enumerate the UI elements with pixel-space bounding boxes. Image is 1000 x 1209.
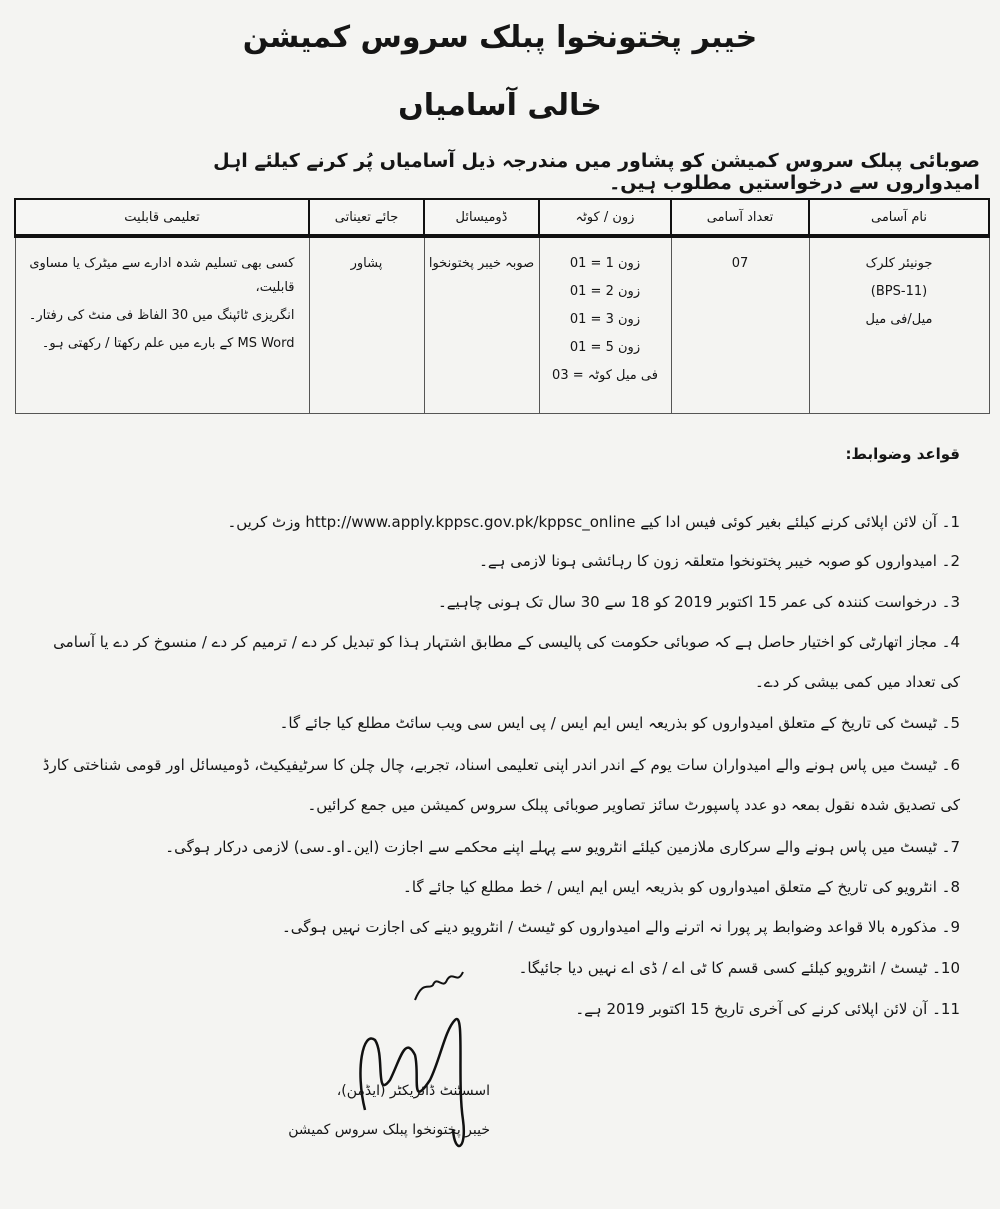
rule-item: 11۔ آن لائن اپلائی کرنے کی آخری تاریخ 15 اکتوبر 2019 ہے۔ [575, 1000, 960, 1018]
post-count: 07 [731, 256, 749, 271]
header-post-count: تعداد آسامی [671, 199, 809, 236]
header-domicile: ڈومیسائل [424, 199, 539, 236]
post-gender: میل/فی میل [865, 312, 933, 327]
rule-item: 2۔ امیدواروں کو صوبہ خیبر پختونخوا متعلقہ زون کا رہائشی ہونا لازمی ہے۔ [479, 552, 960, 570]
zone-quota: فی میل کوٹہ = 03 [552, 368, 658, 383]
rule-item: 1۔ آن لائن اپلائی کرنے کیلئے بغیر کوئی فیس ادا کیے http://www.apply.kppsc.gov.pk/kppsc_online وزٹ کریں۔ [227, 513, 960, 531]
header-zone-quota: زون / کوٹہ [539, 199, 671, 236]
zone-quota: زون 5 = 01 [569, 340, 641, 355]
qualification-line: MS Word کے بارے میں علم رکھتا / رکھتی ہو۔ [41, 336, 295, 351]
signatory-organization: خیبر پختونخوا پبلک سروس کمیشن [288, 1122, 490, 1138]
intro-text: صوبائی پبلک سروس کمیشن کو پشاور میں مندرجہ ذیل آسامیاں پُر کرنے کیلئے اہل امیدواروں سے درخواستیں مطلوب ہیں۔ [213, 150, 980, 194]
zone-quota: زون 1 = 01 [569, 256, 641, 271]
table-header-row [15, 199, 989, 236]
cell-count [671, 236, 809, 414]
header-qualification: تعلیمی قابلیت [15, 199, 309, 236]
cell-qualification [15, 236, 309, 414]
document-title: خیبر پختونخوا پبلک سروس کمیشن [242, 20, 758, 55]
cell-post [809, 236, 989, 414]
rule-item: 3۔ درخواست کنندہ کی عمر 15 اکتوبر 2019 کو 18 سے 30 سال تک ہونی چاہیے۔ [437, 593, 960, 611]
cell-zones [539, 236, 671, 414]
rule-item: 4۔ مجاز اتھارٹی کو اختیار حاصل ہے کہ صوبائی حکومت کی پالیسی کے مطابق اشتہار ہذا کو تبدیل کر دے / ترمیم کر دے / منسوخ کر دے یا آسامی کی تعداد میں کمی بیشی کر دے۔ [53, 633, 960, 691]
vacancy-table [14, 198, 990, 414]
header-post-name: نام آسامی [809, 199, 989, 236]
signatory-designation: اسسٹنٹ ڈائریکٹر (ایڈمن)، [336, 1083, 490, 1099]
qualification-line: کسی بھی تسلیم شدہ ادارے سے میٹرک یا مساوی قابلیت، [29, 256, 295, 295]
header-posting: جائے تعیناتی [309, 199, 424, 236]
cell-posting [309, 236, 424, 414]
domicile: صوبہ خیبر پختونخوا [428, 256, 535, 271]
document-subtitle: خالی آسامیاں [398, 88, 602, 123]
posting-place: پشاور [350, 256, 383, 271]
rule-item: 8۔ انٹرویو کی تاریخ کے متعلق امیدواروں کو بذریعہ ایس ایم ایس / خط مطلع کیا جائے گا۔ [403, 878, 960, 896]
zone-quota: زون 2 = 01 [569, 284, 641, 299]
rule-item: 6۔ ٹیسٹ میں پاس ہونے والے امیدواران سات یوم کے اندر اندر اپنی تعلیمی اسناد، تجربے، چال چلن کا سرٹیفیکیٹ، ڈومیسائل اور قومی شناختی کارڈ کی تصدیق شدہ نقول بمعہ دو عدد پاسپورٹ سائز تصاویر صوبائی پبلک سروس کمیشن میں جمع کرائیں۔ [42, 756, 960, 814]
rule-item: 10۔ ٹیسٹ / انٹرویو کیلئے کسی قسم کا ٹی اے / ڈی اے نہیں دیا جائیگا۔ [518, 959, 960, 977]
post-title: جونیئر کلرک [865, 256, 933, 271]
rule-item: 7۔ ٹیسٹ میں پاس ہونے والے سرکاری ملازمین کیلئے انٹرویو سے پہلے اپنے محکمے سے اجازت (این۔او۔سی) لازمی درکار ہوگی۔ [165, 838, 960, 856]
qualification-line: انگریزی ٹائپنگ میں 30 الفاظ فی منٹ کی رفتار۔ [28, 308, 295, 323]
table-row [15, 236, 989, 414]
rule-item: 9۔ مذکورہ بالا قواعد وضوابط پر پورا نہ اترنے والے امیدواروں کو ٹیسٹ / انٹرویو دینے کی اجازت نہیں ہوگی۔ [281, 918, 960, 936]
post-scale: (BPS-11) [870, 284, 928, 299]
rules-heading: قواعد وضوابط: [845, 445, 960, 463]
rule-item: 5۔ ٹیسٹ کی تاریخ کے متعلق امیدواروں کو بذریعہ ایس ایم ایس / پی ایس سی ویب سائٹ مطلع کیا جائے گا۔ [279, 714, 960, 732]
zone-quota: زون 3 = 01 [569, 312, 641, 327]
cell-domicile [424, 236, 539, 414]
